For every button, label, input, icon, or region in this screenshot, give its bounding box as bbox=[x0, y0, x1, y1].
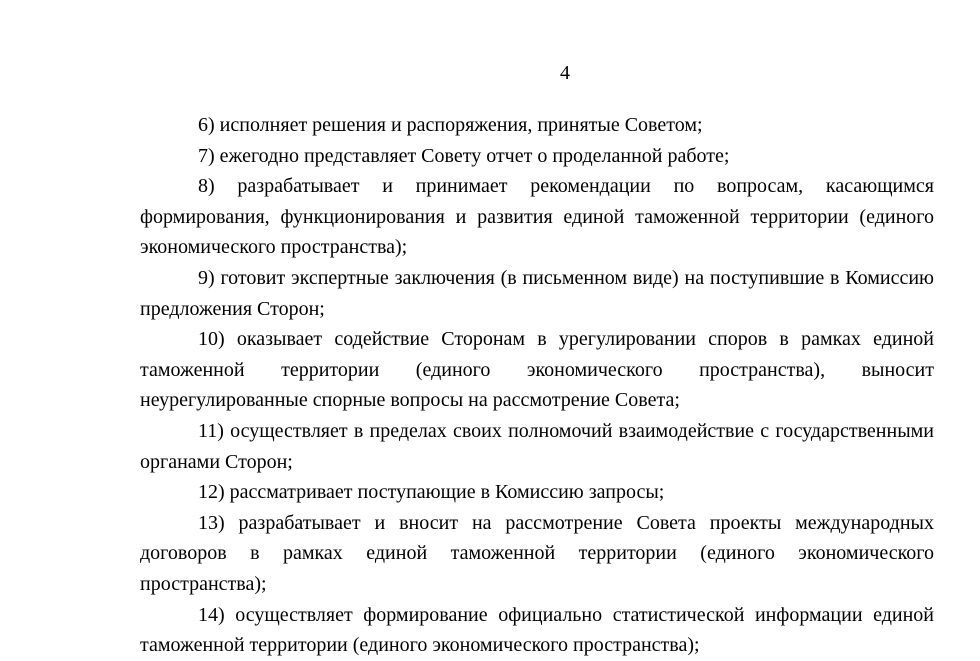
page-number: 4 bbox=[560, 62, 570, 84]
paragraph-item-6: 6) исполняет решения и распоряжения, принятые Советом; bbox=[198, 114, 703, 136]
paragraph-item-14: 14) осуществляет формирование официально статистической информации единой таможенной территории (единого экономического пространства); bbox=[140, 603, 934, 657]
paragraph-item-9: 9) готовит экспертные заключения (в письменном виде) на поступившие в Комиссию предложения Сторон; bbox=[140, 266, 934, 320]
paragraph-item-13: 13) разрабатывает и вносит на рассмотрение Совета проекты международных договоров в рамках единой таможенной территории (единого экономического пространства); bbox=[140, 511, 934, 595]
paragraph-item-10: 10) оказывает содействие Сторонам в урегулировании споров в рамках единой таможенной территории (единого экономического пространства), выносит неурегулированные спорные вопросы на рассмотрение Совета; bbox=[140, 328, 934, 412]
paragraph-item-8: 8) разрабатывает и принимает рекомендации по вопросам, касающимся формирования, функционирования и развития единой таможенной территории (единого экономического пространства); bbox=[140, 175, 934, 259]
paragraph-item-12: 12) рассматривает поступающие в Комиссию запросы; bbox=[198, 481, 665, 504]
paragraph-item-7: 7) ежегодно представляет Совету отчет о проделанной работе; bbox=[198, 144, 730, 167]
paragraph-item-11: 11) осуществляет в пределах своих полномочий взаимодействие с государственными органами Сторон; bbox=[140, 419, 934, 473]
document-body bbox=[140, 110, 934, 661]
